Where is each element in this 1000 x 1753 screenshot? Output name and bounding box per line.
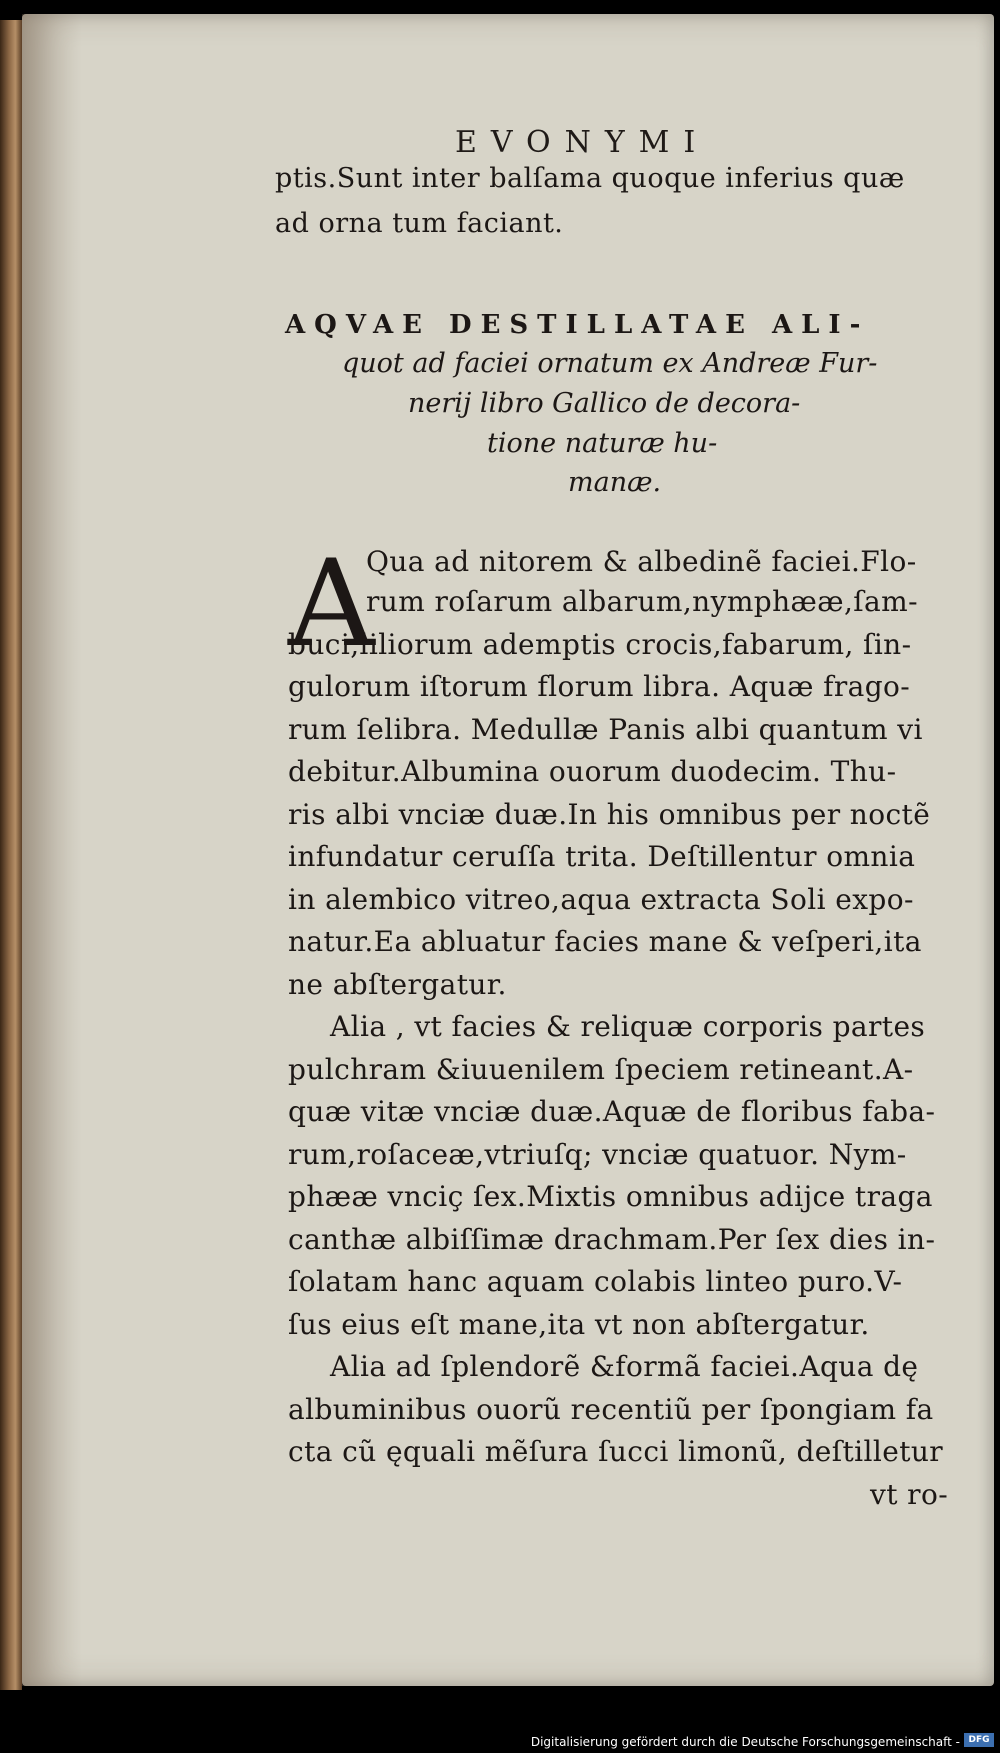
- body-line: pulchram &iuuenilem ſpeciem retineant.A-: [288, 1053, 914, 1086]
- dfg-logo: DFG: [964, 1733, 994, 1747]
- body-line: ſus eius eſt mane,ita vt non abſtergatur.: [288, 1308, 870, 1341]
- body-line: ſolatam hanc aquam colabis linteo puro.V-: [288, 1265, 903, 1298]
- catchword: vt ro-: [870, 1478, 949, 1511]
- section-title-line: nerij libro Gallico de decora-: [408, 388, 801, 419]
- body-line: gulorum iſtorum florum libra. Aquæ frago-: [288, 670, 911, 703]
- body-line: quæ vitæ vnciæ duæ.Aquæ de floribus faba-: [288, 1095, 936, 1128]
- section-title-line: tione naturæ hu-: [487, 428, 718, 459]
- body-line: in alembico vitreo,aqua extracta Soli expo-: [288, 883, 914, 916]
- body-line: albuminibus ouorũ recentiũ per ſpongiam fa: [288, 1393, 934, 1426]
- section-title-caps: AQVAE DESTILLATAE ALI-: [285, 310, 870, 340]
- book-spine-edge: [0, 20, 22, 1690]
- body-line: rum ſelibra. Medullæ Panis albi quantum vi: [288, 713, 923, 746]
- body-line: Qua ad nitorem & albedinẽ faciei.Flo-: [366, 545, 917, 578]
- body-line: infundatur ceruſſa trita. Deſtillentur omnia: [288, 840, 916, 873]
- body-line: Alia , vt facies & reliquæ corporis partes: [330, 1010, 926, 1043]
- body-line: rum,roſaceæ,vtriuſq; vnciæ quatuor. Nym-: [288, 1138, 907, 1171]
- digitization-credit: Digitalisierung gefördert durch die Deutsche Forschungsgemeinschaft -: [530, 1735, 960, 1749]
- page-gutter-shadow: [22, 14, 82, 1686]
- running-title: EVONYMI: [455, 125, 710, 160]
- intro-line: ad orna tum faciant.: [275, 208, 564, 239]
- section-title-line: quot ad faciei ornatum ex Andreæ Fur-: [342, 348, 878, 379]
- intro-line: ptis.Sunt inter balſama quoque inferius quæ: [275, 163, 905, 194]
- body-line: debitur.Albumina ouorum duodecim. Thu-: [288, 755, 897, 788]
- body-line: phææ vnciç ſex.Mixtis omnibus adijce traga: [288, 1180, 933, 1213]
- body-line: natur.Ea abluatur facies mane & veſperi,ita: [288, 925, 922, 958]
- body-line: ne abſtergatur.: [288, 968, 507, 1001]
- body-line: rum roſarum albarum,nymphææ,ſam-: [366, 585, 918, 618]
- body-line: canthæ albiſſimæ drachmam.Per ſex dies in-: [288, 1223, 936, 1256]
- body-line: ris albi vnciæ duæ.In his omnibus per noctẽ: [288, 798, 931, 831]
- body-line: buci,liliorum ademptis crocis,fabarum, ſin-: [288, 628, 912, 661]
- section-title-line: manæ.: [568, 467, 662, 498]
- drop-cap: A: [288, 535, 375, 674]
- body-line: cta cũ ęquali mẽſura ſucci limonũ, deſtilletur: [288, 1435, 944, 1468]
- body-line: Alia ad ſplendorẽ &formã faciei.Aqua dę: [330, 1350, 919, 1383]
